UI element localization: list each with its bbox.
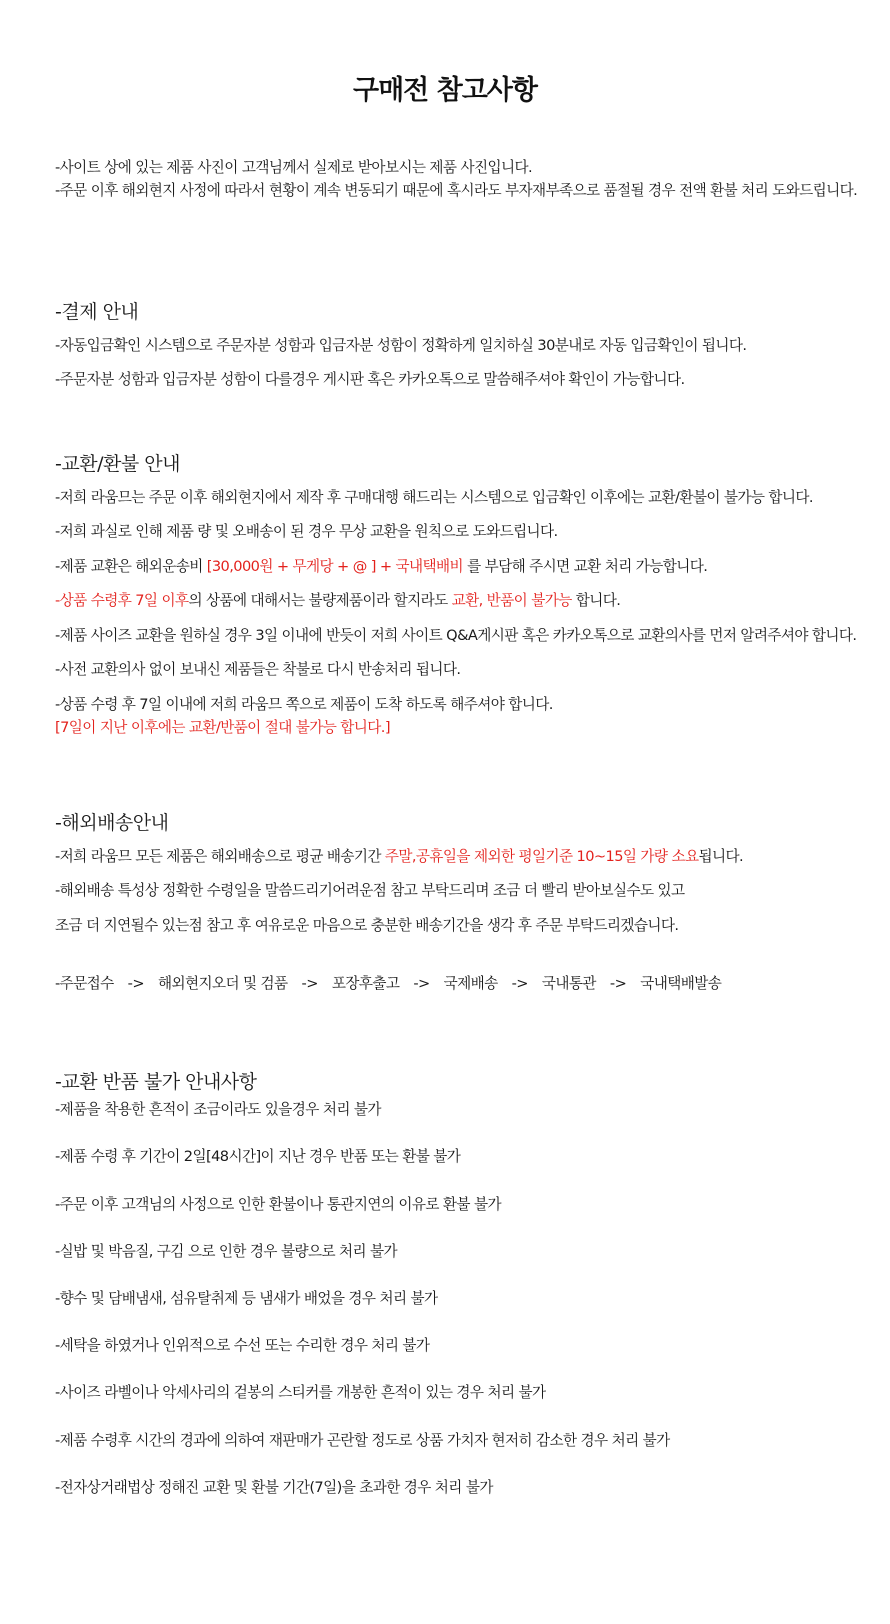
intro-line-1: -사이트 상에 있는 제품 사진이 고객님께서 실제로 받아보시는 제품 사진입니다. — [55, 159, 532, 176]
exchange-line-6: -사전 교환의사 없이 보내신 제품들은 착불로 다시 반송처리 됩니다. — [55, 661, 461, 678]
exchange-line-7: -상품 수령 후 7일 이내에 저희 라움므 쪽으로 제품이 도착 하도록 해주셔야 합니다. — [55, 696, 553, 713]
noreturn-item: -제품 수령후 시간의 경과에 의하여 재판매가 곤란할 정도로 상품 가치자 현저히 감소한 경우 처리 불가 — [55, 1432, 670, 1449]
shipping-flow — [55, 974, 721, 994]
exchange-warning: [7일이 지난 이후에는 교환/반품이 절대 불가능 합니다.] — [55, 719, 390, 736]
flow-step: 해외현지오더 및 검품 — [157, 975, 288, 992]
noreturn-heading: -교환 반품 불가 안내사항 — [55, 1071, 257, 1093]
flow-arrow: -> — [127, 975, 144, 992]
payment-heading: -결제 안내 — [55, 301, 139, 323]
flow-step: 국내통관 — [541, 975, 596, 992]
exchange-line-3-tail: 를 부담해 주시면 교환 처리 가능합니다. — [463, 558, 708, 575]
shipping-line-2: -해외배송 특성상 정확한 수령일을 말씀드리기어려운점 참고 부탁드리며 조금 더 빨리 받아보실수도 있고 — [55, 882, 685, 899]
shipping-line-3: 조금 더 지연될수 있는점 참고 후 여유로운 마음으로 충분한 배송기간을 생각 후 주문 부탁드리겠습니다. — [55, 917, 679, 934]
shipping-line-1-tail: 됩니다. — [698, 848, 743, 865]
shipping-line-1 — [55, 847, 743, 867]
noreturn-item: -세탁을 하였거나 인위적으로 수선 또는 수리한 경우 처리 불가 — [55, 1337, 430, 1354]
payment-line-2: -주문자분 성함과 입금자분 성함이 다를경우 게시판 혹은 카카오톡으로 말씀해주셔야 확인이 가능합니다. — [55, 371, 685, 388]
exchange-line-4-tail: 합니다. — [571, 592, 621, 609]
noreturn-item: -제품을 착용한 흔적이 조금이라도 있을경우 처리 불가 — [55, 1101, 381, 1118]
noreturn-item: -제품 수령 후 기간이 2일[48시간]이 지난 경우 반품 또는 환불 불가 — [55, 1148, 461, 1165]
flow-step: 국제배송 — [443, 975, 498, 992]
noreturn-item: -전자상거래법상 정해진 교환 및 환불 기간(7일)을 초과한 경우 처리 불가 — [55, 1479, 493, 1496]
shipping-line-1-text: -저희 라움므 모든 제품은 해외배송으로 평균 배송기간 — [55, 848, 385, 865]
noreturn-item: -실밥 및 박음질, 구김 으로 인한 경우 불량으로 처리 불가 — [55, 1243, 398, 1260]
page-title: 구매전 참고사항 — [353, 75, 537, 106]
exchange-line-4-text: 의 상품에 대해서는 불량제품이라 할지라도 — [188, 592, 452, 609]
noreturn-item: -사이즈 라벨이나 악세사리의 겉봉의 스티커를 개봉한 흔적이 있는 경우 처리 불가 — [55, 1384, 546, 1401]
flow-arrow: -> — [511, 975, 528, 992]
exchange-line-5: -제품 사이즈 교환을 원하실 경우 3일 이내에 반듯이 저희 사이트 Q&A게시판 혹은 카카오톡으로 교환의사를 먼저 알려주셔야 합니다. — [55, 627, 857, 644]
flow-step: -주문접수 — [55, 975, 114, 992]
intro-line-2: -주문 이후 해외현지 사정에 따라서 현황이 계속 변동되기 때문에 혹시라도 부자재부족으로 품절될 경우 전액 환불 처리 도와드립니다. — [55, 182, 858, 199]
flow-arrow: -> — [413, 975, 430, 992]
shipping-heading: -해외배송안내 — [55, 812, 169, 834]
exchange-fee-highlight: [30,000원 + 무게당 + @ ] + 국내택배비 — [206, 558, 464, 575]
flow-step: 국내택배발송 — [640, 975, 722, 992]
flow-arrow: -> — [609, 975, 627, 992]
exchange-heading: -교환/환불 안내 — [55, 453, 180, 475]
exchange-line-4 — [55, 591, 620, 611]
exchange-line-3 — [55, 557, 707, 577]
exchange-line-3-text: -제품 교환은 해외운송비 — [55, 558, 207, 575]
exchange-line-2: -저희 과실로 인해 제품 량 및 오배송이 된 경우 무상 교환을 원칙으로 도와드립니다. — [55, 523, 558, 540]
exchange-7day-highlight: -상품 수령후 7일 이후 — [55, 592, 189, 609]
flow-arrow: -> — [301, 975, 318, 992]
noreturn-item: -주문 이후 고객님의 사정으로 인한 환불이나 통관지연의 이유로 환불 불가 — [55, 1196, 501, 1213]
shipping-period-highlight: 주말,공휴일을 제외한 평일기준 10~15일 가량 소요 — [384, 848, 699, 865]
payment-line-1: -자동입금확인 시스템으로 주문자분 성함과 입금자분 성함이 정확하게 일치하실 30분내로 자동 입금확인이 됩니다. — [55, 337, 747, 354]
exchange-line-1: -저희 라움므는 주문 이후 해외현지에서 제작 후 구매대행 해드리는 시스템으로 입금확인 이후에는 교환/환불이 불가능 합니다. — [55, 489, 813, 506]
noreturn-item: -향수 및 담배냄새, 섬유탈취제 등 냄새가 배었을 경우 처리 불가 — [55, 1290, 438, 1307]
exchange-impossible-highlight: 교환, 반품이 불가능 — [451, 592, 572, 609]
flow-step: 포장후출고 — [331, 975, 400, 992]
